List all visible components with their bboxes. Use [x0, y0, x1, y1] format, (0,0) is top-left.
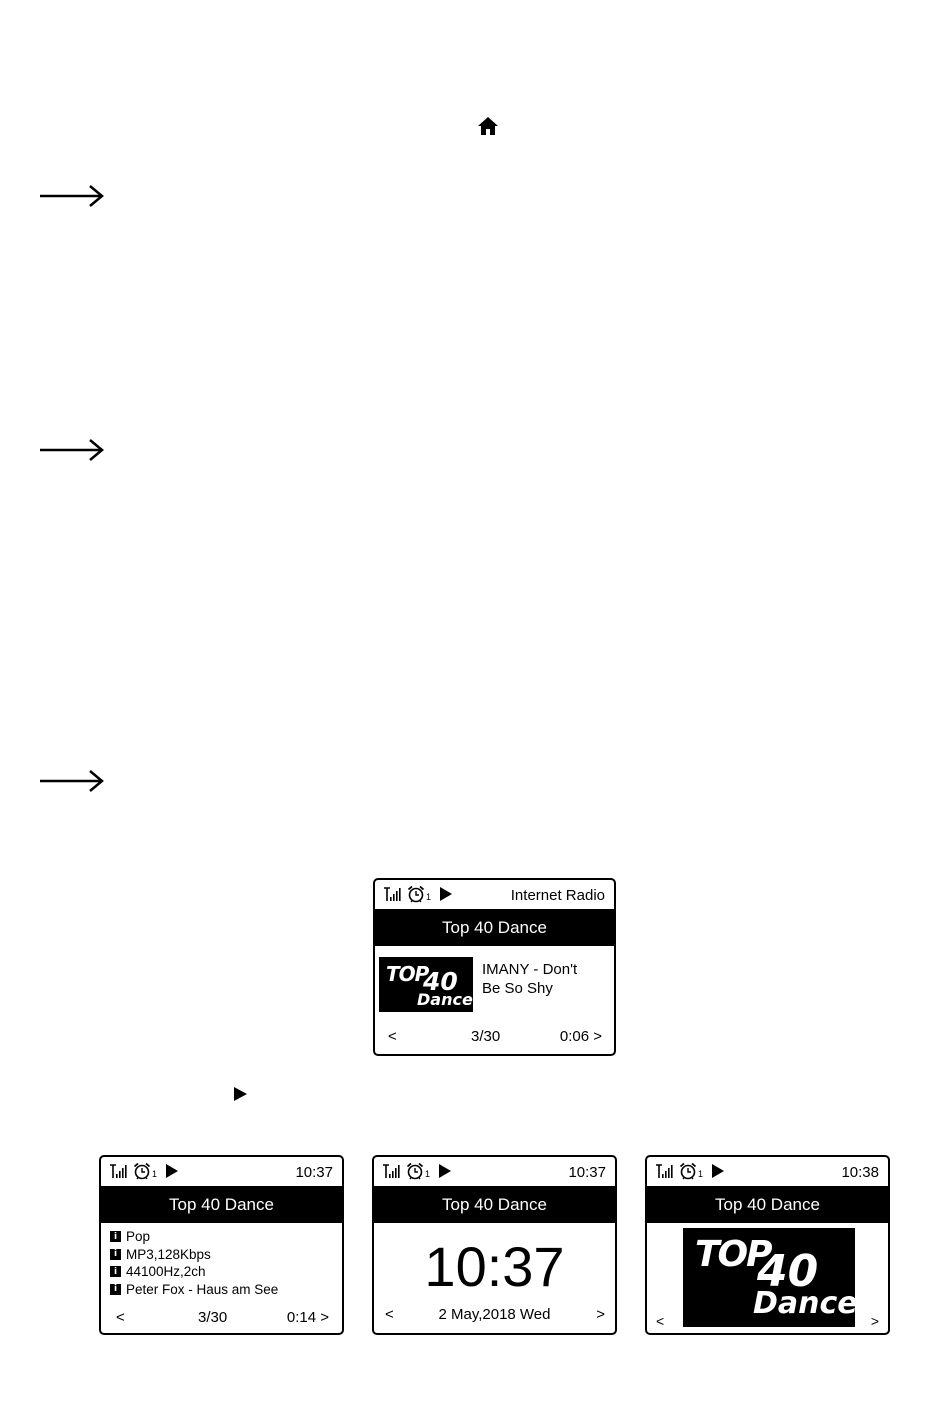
alarm-clock-icon [406, 1162, 424, 1180]
station-title: Top 40 Dance [375, 909, 614, 946]
clock-label: 10:37 [568, 1164, 606, 1181]
next-arrow[interactable]: > [596, 1306, 605, 1323]
play-time-next[interactable]: 0:06 > [559, 1028, 602, 1045]
play-icon [438, 1163, 452, 1179]
info-row: i Pop [110, 1228, 278, 1246]
track-info: IMANY - Don't Be So Shy [482, 961, 578, 997]
arrow-right-icon [40, 438, 104, 462]
alarm-clock-icon [133, 1162, 151, 1180]
alarm-clock-icon [679, 1162, 697, 1180]
big-clock: 10:37 [424, 1235, 565, 1298]
now-playing-screen [373, 878, 616, 1056]
play-icon [439, 886, 453, 902]
prev-arrow[interactable]: < [116, 1309, 125, 1326]
station-title: Top 40 Dance [647, 1186, 888, 1223]
date-label: 2 May,2018 Wed [438, 1306, 551, 1323]
alarm-number: 1 [698, 1169, 704, 1179]
info-list [110, 1228, 278, 1298]
signal-icon [655, 1163, 673, 1179]
info-row: i MP3,128Kbps [110, 1246, 278, 1264]
status-bar [647, 1157, 888, 1185]
status-bar [101, 1157, 342, 1185]
clock-label: 10:38 [841, 1164, 879, 1181]
signal-icon [383, 886, 401, 902]
station-position: 3/30 [471, 1028, 501, 1045]
play-icon [711, 1163, 725, 1179]
info-icon: i [110, 1266, 121, 1277]
info-icon: i [110, 1284, 121, 1295]
arrow-right-icon [40, 769, 104, 793]
station-position: 3/30 [198, 1309, 228, 1326]
signal-icon [109, 1163, 127, 1179]
clock-screen [372, 1155, 617, 1335]
station-logo: TOP 40 Dance [379, 957, 473, 1012]
info-screen [99, 1155, 344, 1335]
info-row: i Peter Fox - Haus am See [110, 1281, 278, 1299]
status-bar [375, 880, 614, 908]
logo-screen [645, 1155, 890, 1335]
alarm-number: 1 [425, 1169, 431, 1179]
station-logo-large: TOP 40 Dance [683, 1228, 855, 1327]
alarm-number: 1 [152, 1169, 158, 1179]
play-time-next[interactable]: 0:14 > [286, 1309, 329, 1326]
prev-arrow[interactable]: < [656, 1313, 665, 1329]
status-bar [374, 1157, 615, 1185]
station-title: Top 40 Dance [101, 1186, 342, 1223]
next-arrow[interactable]: > [870, 1313, 879, 1329]
info-row: i 44100Hz,2ch [110, 1263, 278, 1281]
play-icon [232, 1086, 248, 1102]
clock-label: 10:37 [295, 1164, 333, 1181]
prev-arrow[interactable]: < [385, 1306, 394, 1323]
alarm-clock-icon [407, 885, 425, 903]
signal-icon [382, 1163, 400, 1179]
info-icon: i [110, 1231, 121, 1242]
source-label: Internet Radio [510, 887, 605, 904]
arrow-right-icon [40, 184, 104, 208]
home-icon [476, 115, 500, 137]
info-icon: i [110, 1249, 121, 1260]
prev-arrow[interactable]: < [388, 1028, 397, 1045]
play-icon [165, 1163, 179, 1179]
station-title: Top 40 Dance [374, 1186, 615, 1223]
alarm-number: 1 [426, 892, 432, 902]
